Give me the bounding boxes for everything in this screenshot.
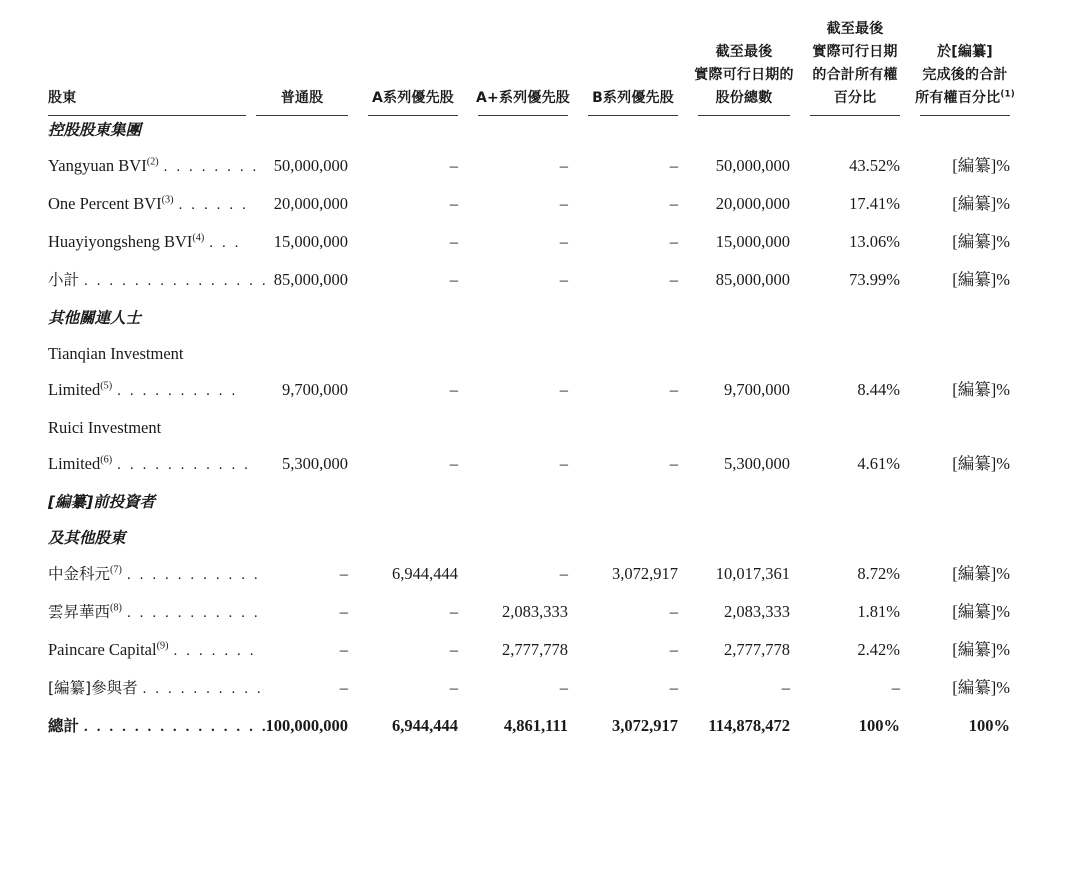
value-cell-aplus (468, 454, 578, 492)
cell-value: [編纂]% (952, 454, 1010, 473)
column-header-line: 所有權百分比$^{(1)}$ (915, 89, 1015, 106)
shareholder-name-cell (46, 418, 1020, 454)
leader-dots: . . . (209, 235, 242, 251)
column-header-pct (800, 18, 910, 120)
value-cell-b (578, 194, 688, 232)
cell-value: [編纂]% (952, 380, 1010, 399)
shareholder-name-cell (46, 640, 257, 678)
value-cell-post (910, 156, 1020, 194)
column-header-line: 實際可行日期 (812, 44, 898, 60)
table-row (46, 564, 1020, 602)
value-cell-total (688, 678, 800, 716)
value-cell-pct (800, 716, 910, 754)
value-cell-b (578, 156, 688, 194)
table-row-continuation (46, 344, 1020, 380)
table-body (46, 120, 1020, 754)
shareholder-name: Ruici Investment (48, 418, 162, 437)
cell-value: 15,000,000 (715, 232, 790, 251)
column-header-a (358, 18, 468, 120)
cell-value: [編纂]% (952, 270, 1010, 289)
cell-value: – (449, 194, 458, 213)
value-cell-total (688, 194, 800, 232)
shareholder-name: Limited (48, 380, 101, 399)
cell-value: 73.99% (849, 270, 900, 289)
cell-value: – (669, 194, 678, 213)
cell-value: [編纂]% (952, 602, 1010, 621)
value-cell-aplus (468, 232, 578, 270)
cell-value: – (559, 194, 568, 213)
footnote-marker: (7) (110, 564, 122, 576)
column-header-rule (368, 115, 458, 116)
leader-dots: . . . . . . . (173, 643, 257, 659)
leader-dots: . . . . . . . . . . . . . . . (84, 719, 269, 735)
cell-value: – (559, 678, 568, 697)
shareholder-name-cell (46, 602, 261, 640)
value-cell-total (688, 380, 800, 418)
cell-value: 20,000,000 (715, 194, 790, 213)
column-header-rule (810, 115, 900, 116)
value-cell-total (688, 640, 800, 678)
shareholder-name-cell (46, 454, 251, 492)
shareholder-name-cell (46, 194, 249, 232)
column-header-name (46, 18, 246, 120)
value-cell-b (578, 380, 688, 418)
value-cell-post (910, 232, 1020, 270)
table-total-row (46, 716, 1020, 754)
cell-value: 50,000,000 (715, 156, 790, 175)
column-header-label (910, 41, 1020, 110)
column-header-line: B系列優先股 (592, 90, 674, 106)
value-cell-pct (800, 640, 910, 678)
cell-value: 43.52% (849, 156, 900, 175)
cell-value: 8.44% (857, 380, 900, 399)
value-cell-b (578, 678, 688, 716)
cell-value: – (449, 156, 458, 175)
shareholder-name: One Percent BVI (48, 194, 162, 213)
value-cell-a (358, 564, 468, 602)
cell-value: 100,000,000 (265, 716, 348, 735)
value-cell-b (578, 232, 688, 270)
footnote-marker: (3) (161, 194, 174, 206)
footnote-marker: (1) (1000, 89, 1015, 100)
value-cell-a (358, 678, 468, 716)
header-row (46, 18, 1020, 120)
value-cell-total (688, 716, 800, 754)
column-header-rule (698, 115, 790, 116)
value-cell-a (358, 454, 468, 492)
column-header-line: A系列優先股 (371, 90, 455, 106)
shareholder-name-cell (46, 716, 269, 754)
value-cell-ord (246, 640, 358, 678)
cell-value: – (669, 454, 678, 473)
column-header-label (246, 87, 358, 110)
cell-value: – (669, 232, 678, 251)
table-group-heading-row (46, 528, 1020, 564)
value-cell-b (578, 602, 688, 640)
table-header (46, 18, 1020, 120)
leader-dots: . . . . . . . . . . . (126, 605, 261, 621)
value-cell-pct (800, 232, 910, 270)
value-cell-a (358, 640, 468, 678)
value-cell-post (910, 270, 1020, 308)
value-cell-pct (800, 270, 910, 308)
cell-value: 2,777,778 (502, 640, 568, 659)
shareholding-table (46, 18, 1020, 754)
table-group-heading-row (46, 120, 1020, 156)
column-header-label (358, 87, 468, 110)
value-cell-total (688, 232, 800, 270)
leader-dots: . . . . . . . . . . (142, 681, 264, 697)
value-cell-pct (800, 602, 910, 640)
value-cell-aplus (468, 564, 578, 602)
value-cell-b (578, 716, 688, 754)
cell-value: 85,000,000 (273, 270, 348, 289)
value-cell-post (910, 678, 1020, 716)
cell-value: 3,072,917 (612, 564, 678, 583)
value-cell-a (358, 716, 468, 754)
value-cell-post (910, 602, 1020, 640)
cell-value: – (339, 602, 348, 621)
column-header-rule (588, 115, 678, 116)
cell-value: 4.61% (857, 454, 900, 473)
cell-value: 13.06% (849, 232, 900, 251)
column-header-line: 截至最後 (826, 21, 884, 37)
value-cell-total (688, 602, 800, 640)
cell-value: 20,000,000 (273, 194, 348, 213)
value-cell-b (578, 564, 688, 602)
cell-value: 8.72% (857, 564, 900, 583)
cell-value: – (449, 380, 458, 399)
footnote-marker: (4) (192, 232, 205, 244)
value-cell-pct (800, 454, 910, 492)
shareholder-name-cell (46, 564, 261, 602)
value-cell-a (358, 380, 468, 418)
value-cell-total (688, 270, 800, 308)
table-row-continuation (46, 418, 1020, 454)
value-cell-total (688, 156, 800, 194)
cell-value: – (559, 156, 568, 175)
table-row (46, 194, 1020, 232)
group-heading-cell (46, 308, 1020, 344)
shareholder-name: 中金科元 (48, 565, 111, 583)
value-cell-post (910, 640, 1020, 678)
value-cell-aplus (468, 380, 578, 418)
shareholder-name-cell (46, 678, 264, 716)
value-cell-pct (800, 678, 910, 716)
cell-value: 100% (968, 716, 1010, 735)
column-header-line: 股東 (48, 90, 77, 106)
column-header-line: 截至最後 (715, 44, 773, 60)
value-cell-ord (246, 156, 358, 194)
cell-value: – (559, 270, 568, 289)
cell-value: – (559, 380, 568, 399)
column-header-line: 於[編纂] (937, 44, 993, 60)
cell-value: [編纂]% (952, 678, 1010, 697)
cell-value: – (559, 564, 568, 583)
value-cell-ord (246, 454, 358, 492)
column-header-post (910, 18, 1020, 120)
cell-value: 2,083,333 (502, 602, 568, 621)
value-cell-a (358, 602, 468, 640)
column-header-aplus (468, 18, 578, 120)
cell-value: 15,000,000 (273, 232, 348, 251)
cell-value: 114,878,472 (708, 716, 790, 735)
value-cell-post (910, 380, 1020, 418)
cell-value: 85,000,000 (715, 270, 790, 289)
cell-value: – (781, 678, 790, 697)
cell-value: 4,861,111 (503, 716, 568, 735)
shareholder-name: Huayiyongsheng BVI (48, 232, 193, 251)
table-group-heading-row (46, 308, 1020, 344)
shareholder-name: Limited (48, 454, 101, 473)
cell-value: – (669, 678, 678, 697)
table-row (46, 602, 1020, 640)
value-cell-ord (246, 602, 358, 640)
value-cell-post (910, 194, 1020, 232)
value-cell-ord (246, 194, 358, 232)
column-header-b (578, 18, 688, 120)
value-cell-aplus (468, 602, 578, 640)
table-row (46, 380, 1020, 418)
group-heading-label: 及其他股東 (48, 529, 126, 547)
value-cell-post (910, 716, 1020, 754)
cell-value: – (669, 640, 678, 659)
leader-dots: . . . . . . . . . . . (126, 567, 261, 583)
cell-value: 5,300,000 (282, 454, 348, 473)
shareholder-name-cell (46, 380, 246, 418)
column-header-label (578, 87, 688, 110)
value-cell-a (358, 232, 468, 270)
value-cell-a (358, 156, 468, 194)
cell-value: 2,777,778 (724, 640, 790, 659)
column-header-line: 普通股 (280, 90, 324, 106)
footnote-marker: (6) (100, 454, 113, 466)
shareholder-name-cell (46, 270, 269, 308)
table-row (46, 270, 1020, 308)
value-cell-post (910, 454, 1020, 492)
footnote-marker: (5) (100, 380, 113, 392)
cell-value: 3,072,917 (612, 716, 678, 735)
column-header-rule (920, 115, 1010, 116)
column-header-line: 百分比 (833, 90, 877, 106)
column-header-line: A+系列優先股 (476, 90, 570, 106)
cell-value: – (449, 640, 458, 659)
footnote-marker: (9) (156, 640, 169, 652)
value-cell-a (358, 270, 468, 308)
column-header-label (48, 87, 246, 110)
value-cell-b (578, 640, 688, 678)
value-cell-aplus (468, 678, 578, 716)
leader-dots: . . . . . . . . (163, 159, 259, 175)
shareholder-name: Yangyuan BVI (48, 156, 147, 175)
cell-value: [編纂]% (952, 640, 1010, 659)
cell-value: – (449, 678, 458, 697)
table-row (46, 454, 1020, 492)
value-cell-aplus (468, 270, 578, 308)
cell-value: – (559, 232, 568, 251)
cell-value: – (669, 602, 678, 621)
cell-value: – (449, 270, 458, 289)
value-cell-aplus (468, 194, 578, 232)
value-cell-total (688, 564, 800, 602)
group-heading-label: [編纂]前投資者 (48, 493, 156, 511)
cell-value: 2.42% (857, 640, 900, 659)
leader-dots: . . . . . . . . . . (117, 383, 238, 399)
value-cell-pct (800, 156, 910, 194)
shareholder-name-cell (46, 156, 259, 194)
group-heading-label: 控股股東集團 (48, 121, 142, 139)
cell-value: – (339, 640, 348, 659)
cell-value: – (559, 454, 568, 473)
cell-value: [編纂]% (952, 156, 1010, 175)
cell-value: [編纂]% (952, 232, 1010, 251)
leader-dots: . . . . . . . . . . . . . . . (84, 273, 269, 289)
value-cell-ord (246, 380, 358, 418)
column-header-rule (256, 115, 348, 116)
cell-value: – (449, 454, 458, 473)
cell-value: – (449, 232, 458, 251)
table-row (46, 640, 1020, 678)
table-row (46, 156, 1020, 194)
footnote-marker: (8) (110, 602, 122, 614)
cell-value: – (669, 156, 678, 175)
cell-value: 9,700,000 (282, 380, 348, 399)
table-row (46, 232, 1020, 270)
cell-value: – (891, 678, 900, 697)
shareholder-name: 小計 (48, 271, 80, 289)
cell-value: 6,944,444 (392, 564, 458, 583)
group-heading-cell (46, 528, 1020, 564)
cell-value: 10,017,361 (715, 564, 790, 583)
footnote-marker: (2) (146, 156, 159, 168)
shareholder-name: 總計 (48, 717, 80, 735)
column-header-total (688, 18, 800, 120)
column-header-ord (246, 18, 358, 120)
value-cell-a (358, 194, 468, 232)
column-header-line: 股份總數 (715, 90, 773, 106)
shareholder-name: Tianqian Investment (48, 344, 184, 363)
cell-value: – (669, 380, 678, 399)
value-cell-ord (246, 564, 358, 602)
table-row (46, 678, 1020, 716)
value-cell-pct (800, 380, 910, 418)
column-header-label (688, 41, 800, 110)
group-heading-label: 其他關連人士 (48, 309, 142, 327)
column-header-line: 實際可行日期的 (694, 67, 794, 83)
leader-dots: . . . . . . (178, 197, 249, 213)
table-group-heading-row (46, 492, 1020, 528)
value-cell-pct (800, 564, 910, 602)
cell-value: – (339, 564, 348, 583)
value-cell-post (910, 564, 1020, 602)
value-cell-b (578, 454, 688, 492)
column-header-rule (478, 115, 568, 116)
cell-value: 5,300,000 (724, 454, 790, 473)
column-header-line: 的合計所有權 (812, 67, 898, 83)
column-header-rule (48, 115, 246, 116)
cell-value: – (339, 678, 348, 697)
value-cell-aplus (468, 640, 578, 678)
column-header-line: 完成後的合計 (922, 67, 1008, 83)
group-heading-cell (46, 492, 1020, 528)
leader-dots: . . . . . . . . . . . (117, 457, 251, 473)
value-cell-b (578, 270, 688, 308)
value-cell-ord (246, 232, 358, 270)
shareholder-name-cell (46, 344, 1020, 380)
shareholder-name-cell (46, 232, 246, 270)
cell-value: 1.81% (857, 602, 900, 621)
group-heading-cell (46, 120, 1020, 156)
shareholder-name: Paincare Capital (48, 640, 157, 659)
cell-value: – (449, 602, 458, 621)
value-cell-aplus (468, 716, 578, 754)
shareholder-name: 雲昇華西 (48, 603, 111, 621)
cell-value: [編纂]% (952, 194, 1010, 213)
cell-value: 50,000,000 (273, 156, 348, 175)
value-cell-total (688, 454, 800, 492)
shareholder-name: [編纂]參與者 (48, 679, 138, 697)
cell-value: [編纂]% (952, 564, 1010, 583)
cell-value: 17.41% (849, 194, 900, 213)
value-cell-aplus (468, 156, 578, 194)
value-cell-pct (800, 194, 910, 232)
column-header-label (800, 18, 910, 110)
cell-value: 100% (858, 716, 900, 735)
cell-value: 2,083,333 (724, 602, 790, 621)
cell-value: 6,944,444 (392, 716, 458, 735)
column-header-label (468, 87, 578, 110)
cell-value: – (669, 270, 678, 289)
cell-value: 9,700,000 (724, 380, 790, 399)
